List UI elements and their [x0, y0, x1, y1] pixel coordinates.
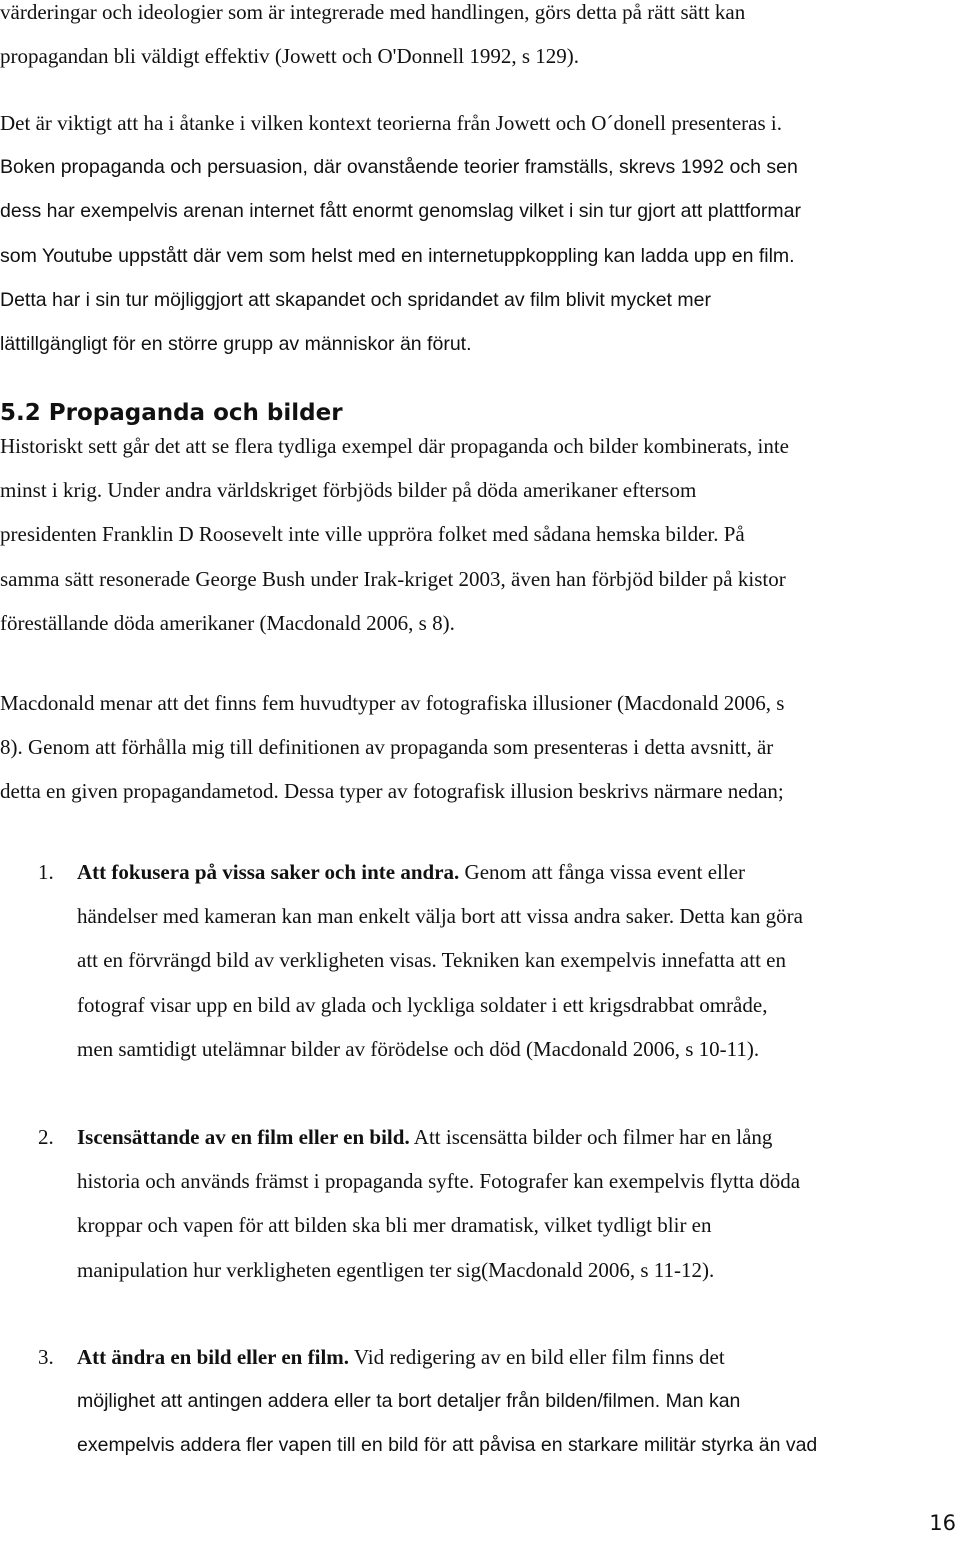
text-line: samma sätt resonerade George Bush under Irak-kriget 2003, även han förbjöd bilder på kistor	[0, 566, 786, 591]
list-item-text: Att iscensätta bilder och filmer har en lång	[409, 1125, 773, 1149]
list-item-title: Iscensättande av en film eller en bild.	[77, 1125, 410, 1149]
text-line: historia och används främst i propaganda syfte. Fotografer kan exempelvis flytta döda	[77, 1169, 801, 1194]
text-line: kroppar och vapen för att bilden ska bli mer dramatisk, vilket tydligt blir en	[77, 1213, 712, 1238]
text-line: Det är viktigt att ha i åtanke i vilken kontext teorierna från Jowett och O´donell presenteras i.	[0, 111, 782, 135]
list-number: 3.	[38, 1345, 54, 1369]
text-line: fotograf visar upp en bild av glada och lyckliga soldater i ett krigsdrabbat område,	[77, 992, 768, 1017]
text-line: att en förvrängd bild av verkligheten visas. Tekniken kan exempelvis innefatta att en	[77, 948, 786, 973]
paragraph-history	[0, 424, 958, 645]
text-line: detta en given propagandametod. Dessa typer av fotografisk illusion beskrivs närmare nedan;	[0, 779, 784, 804]
text-line: händelser med kameran kan man enkelt välja bort att vissa andra saker. Detta kan göra	[77, 904, 803, 929]
text-line: Boken propaganda och persuasion, där ovanstående teorier framställs, skrevs 1992 och sen	[0, 156, 798, 179]
text-line: manipulation hur verkligheten egentligen ter sig(Macdonald 2006, s 11-12).	[77, 1257, 715, 1282]
text-line: Detta har i sin tur möjliggjort att skapandet och spridandet av film blivit mycket mer	[0, 288, 711, 311]
paragraph-macdonald	[0, 681, 958, 814]
list-item-title: Att ändra en bild eller en film.	[77, 1345, 350, 1369]
text-line	[77, 1335, 957, 1379]
list-item-text: Vid redigering av en bild eller film finns det	[349, 1345, 725, 1369]
text-line: minst i krig. Under andra världskriget förbjöds bilder på döda amerikaner eftersom	[0, 478, 697, 503]
paragraph-context	[0, 101, 958, 366]
text-line: dess har exempelvis arenan internet fått enormt genomslag vilket i sin tur gjort att plattformar	[0, 200, 801, 223]
text-line: föreställande döda amerikaner (Macdonald 2006, s 8).	[0, 610, 455, 635]
text-line: Historiskt sett går det att se flera tydliga exempel där propaganda och bilder kombinerats, inte	[0, 434, 789, 458]
text-line: lättillgängligt för en större grupp av människor än förut.	[0, 332, 472, 355]
text-line: värderingar och ideologier som är integrerade med handlingen, görs detta på rätt sätt kan	[0, 0, 746, 24]
list-item-text: Genom att fånga vissa event eller	[459, 860, 746, 884]
text-line: 8). Genom att förhålla mig till definitionen av propaganda som presenteras i detta avsnitt, är	[0, 735, 774, 760]
list-item-body	[77, 1335, 957, 1468]
text-line: Macdonald menar att det finns fem huvudtyper av fotografiska illusioner (Macdonald 2006, s	[0, 691, 785, 715]
section-heading: 5.2 Propaganda och bilder	[0, 400, 343, 426]
text-line: möjlighet att antingen addera eller ta bort detaljer från bilden/filmen. Man kan	[77, 1390, 741, 1413]
list-number: 1.	[38, 860, 54, 884]
text-line: presidenten Franklin D Roosevelt inte ville uppröra folket med sådana hemska bilder. På	[0, 522, 745, 547]
list-item-body	[77, 850, 957, 1071]
text-line	[77, 1115, 957, 1159]
text-line: exempelvis addera fler vapen till en bild för att påvisa en starkare militär styrka än vad	[77, 1434, 818, 1457]
page-number: 16	[929, 1511, 956, 1535]
text-line	[77, 850, 957, 894]
text-line: propagandan bli väldigt effektiv (Jowett och O'Donnell 1992, s 129).	[0, 44, 580, 69]
paragraph-continuation	[0, 0, 958, 78]
list-item-body	[77, 1115, 957, 1292]
list-number: 2.	[38, 1125, 54, 1149]
text-line: som Youtube uppstått där vem som helst med en internetuppkoppling kan ladda upp en film.	[0, 244, 795, 267]
list-item-title: Att fokusera på vissa saker och inte andra.	[77, 860, 460, 884]
text-line: men samtidigt utelämnar bilder av förödelse och död (Macdonald 2006, s 10-11).	[77, 1036, 760, 1061]
